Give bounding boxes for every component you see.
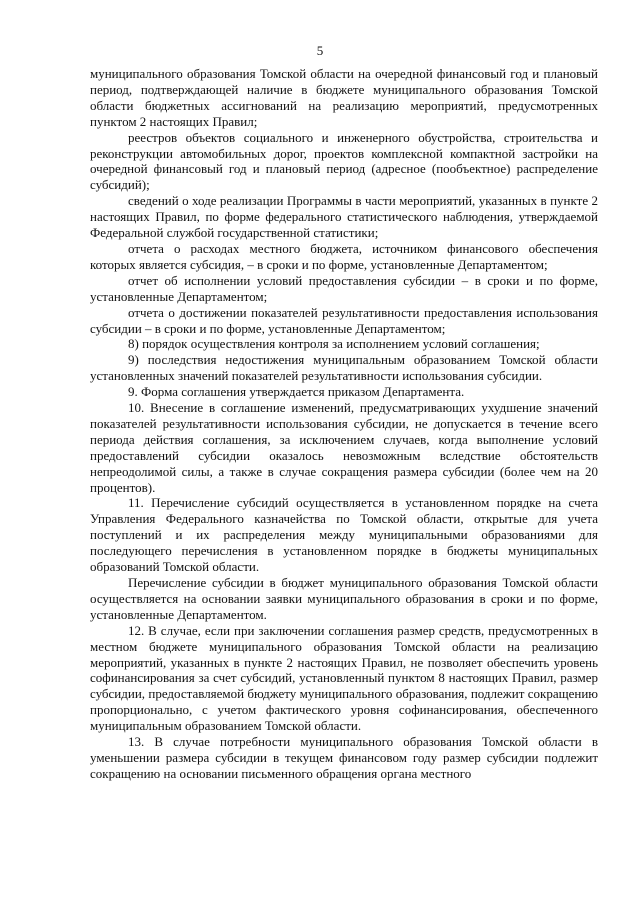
paragraph-transfer: Перечисление субсидии в бюджет муниципального образования Томской области осуществляется на основании заявки муниципального образования в сроки и по форме, установленные Департаментом. bbox=[90, 575, 598, 622]
paragraph-item-8: 8) порядок осуществления контроля за исполнением условий соглашения; bbox=[128, 336, 540, 352]
paragraph-clause-9: 9. Форма соглашения утверждается приказом Департамента. bbox=[128, 384, 465, 400]
paragraph-clause-10: 10. Внесение в соглашение изменений, предусматривающих ухудшение значений показателей результативности использования субсидии, не допускается в течение всего периода действия соглашения, за исключением случаев, когда выполнение условий предоставлений субсидии оказалось невозможным вследствие обстоятельств непреодолимой силы, а также в случае сокращения размера субсидии (более чем на 20 процентов). bbox=[90, 400, 598, 495]
paragraph-clause-13: 13. В случае потребности муниципального образования Томской области в уменьшении размера субсидии в текущем финансовом году размер субсидии подлежит сокращению на основании письменного обращения органа местного bbox=[90, 734, 598, 781]
paragraph-continuation: муниципального образования Томской области на очередной финансовый год и плановый период, подтверждающей наличие в бюджете муниципального образования Томской области бюджетных ассигнований на реализацию мероприятий, предусмотренных пунктом 2 настоящих Правил; bbox=[90, 66, 598, 129]
paragraph-program-progress: сведений о ходе реализации Программы в части мероприятий, указанных в пункте 2 настоящих Правил, по форме федерального статистического наблюдения, утверждаемой Федеральной службой государственной статистики; bbox=[90, 193, 598, 241]
paragraph-expense-report: отчета о расходах местного бюджета, источником финансового обеспечения которых является субсидия, – в сроки и по форме, установленные Департаментом; bbox=[90, 240, 598, 272]
paragraph-registry-objects: реестров объектов социального и инженерного обустройства, строительства и реконструкции автомобильных дорог, проектов комплексной компактной застройки на очередной финансовый год и плановый период (адресное (пообъектное) распределение субсидий); bbox=[90, 129, 598, 193]
paragraph-conditions-report: отчет об исполнении условий предоставления субсидии – в сроки и по форме, установленные Департаментом; bbox=[90, 272, 598, 304]
paragraph-clause-11: 11. Перечисление субсидий осуществляется в установленном порядке на счета Управления Федерального казначейства по Томской области, открытые для учета поступлений и их распределения между муниципальными образованиями для последующего перечисления в установленном порядке в бюджеты муниципальных образований Томской области. bbox=[90, 495, 598, 575]
paragraph-item-9: 9) последствия недостижения муниципальным образованием Томской области установленных значений показателей результативности использования субсидии. bbox=[90, 352, 598, 384]
document-body bbox=[90, 66, 598, 782]
paragraph-indicators-report: отчета о достижении показателей результативности предоставления использования субсидии – в сроки и по форме, установленные Департаментом; bbox=[90, 304, 598, 336]
paragraph-clause-12: 12. В случае, если при заключении соглашения размер средств, предусмотренных в местном бюджете муниципального образования Томской области на реализацию мероприятий, указанных в пункте 2 настоящих Правил, не позволяет обеспечить уровень софинансирования за счет субсидий, установленный пунктом 8 настоящих Правил, размер субсидии, предоставляемой бюджету муниципального образования, подлежит сокращению пропорционально, с учетом фактического уровня софинансирования, обеспеченного муниципальным образованием Томской области. bbox=[90, 622, 598, 734]
page-number: 5 bbox=[316, 43, 324, 58]
